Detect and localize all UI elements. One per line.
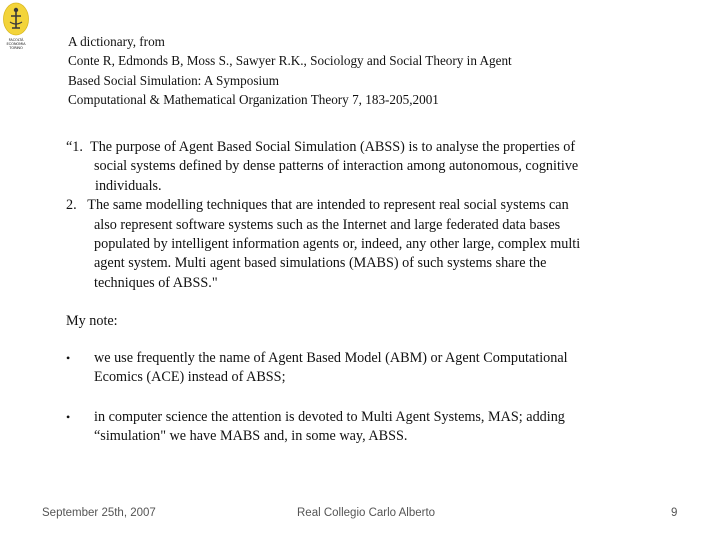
note-bullet-list [66, 349, 666, 467]
citation-line: Computational & Mathematical Organization Theory 7, 183-205,2001 [68, 91, 439, 107]
quote-line: The purpose of Agent Based Social Simulation (ABSS) is to analyse the properties of [90, 139, 576, 155]
bullet-line: in computer science the attention is devoted to Multi Agent Systems, MAS; adding [94, 408, 565, 425]
bullet-text [94, 349, 568, 388]
logo-caption-line: ECONOMIA [6, 42, 26, 47]
definition-quote [66, 138, 666, 293]
citation-line: A dictionary, from [68, 34, 165, 49]
bullet-line: “simulation" we have MABS and, in some way, ABSS. [94, 428, 408, 445]
note-bullet [66, 408, 666, 447]
note-heading: My note: [66, 313, 118, 329]
note-bullet [66, 349, 666, 388]
bullet-line: Ecomics (ACE) instead of ABSS; [94, 369, 286, 386]
faculty-seal-icon [2, 2, 30, 38]
quote-line: agent system. Multi agent based simulations (MABS) of such systems share the [94, 255, 547, 272]
citation-line: Based Social Simulation: A Symposium [68, 72, 280, 88]
quote-line: social systems defined by dense patterns of interaction among autonomous, cognitive [94, 158, 579, 175]
quote-item [66, 138, 666, 157]
quote-item-number: “1. [66, 139, 91, 155]
quote-item [66, 196, 666, 215]
footer-date: September 25th, 2007 [42, 507, 156, 519]
logo-caption-line: TORINO [9, 46, 23, 51]
faculty-logo [2, 2, 30, 66]
quote-line: The same modelling techniques that are intended to represent real social systems can [87, 197, 569, 214]
citation-block [68, 32, 688, 109]
quote-item-continuation [66, 157, 666, 196]
bullet-text [94, 408, 565, 447]
page-number: 9 [671, 507, 678, 519]
quote-line: populated by intelligent information agents or, indeed, any other large, complex multi [94, 236, 581, 253]
bullet-icon: • [66, 409, 71, 424]
logo-caption-line: FACOLTÀ [8, 38, 24, 42]
quote-line: individuals. [95, 177, 162, 194]
footer-institution: Real Collegio Carlo Alberto [297, 507, 436, 519]
quote-line: techniques of ABSS." [94, 274, 218, 291]
logo-caption [2, 38, 30, 51]
quote-line: also represent software systems such as the Internet and large federated data bases [94, 216, 561, 233]
bullet-icon: • [66, 351, 71, 365]
bullet-line: we use frequently the name of Agent Based Model (ABM) or Agent Computational [94, 350, 568, 366]
citation-line: Conte R, Edmonds B, Moss S., Sawyer R.K., Sociology and Social Theory in Agent [68, 53, 512, 69]
quote-item-body [87, 196, 568, 215]
quote-item-continuation [66, 216, 666, 294]
quote-item-number: 2. [66, 197, 88, 214]
quote-item-body [90, 138, 575, 157]
